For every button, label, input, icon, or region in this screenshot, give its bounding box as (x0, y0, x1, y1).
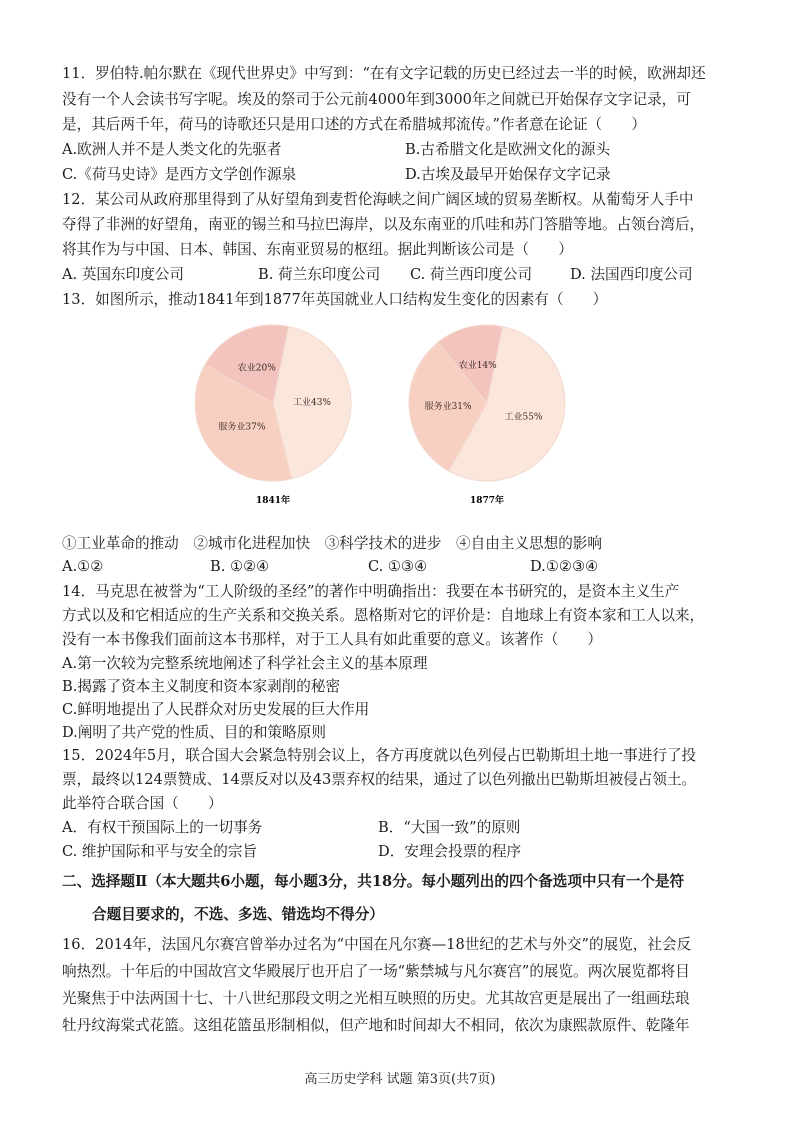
q14-option-a: A.第一次较为完整系统地阐述了科学社会主义的基本原理 (62, 655, 428, 672)
employment-pie-charts (195, 318, 615, 518)
q14-line-3: 没有一本书像我们面前这本书那样，对于工人具有如此重要的意义。该著作（ ） (62, 631, 602, 648)
section-2-heading-line-1: 二、选择题Ⅱ（本大题共6小题，每小题3分，共18分。每小题列出的四个备选项中只有一个是符 (62, 873, 685, 890)
section-2-heading-line-2: 合题目要求的，不选、多选、错选均不得分） (92, 906, 384, 923)
q12-option-a: A. 英国东印度公司 (62, 266, 184, 283)
q11-option-c: C.《荷马史诗》是西方文学创作源泉 (62, 166, 297, 183)
q12-option-b: B. 荷兰东印度公司 (258, 266, 381, 283)
pie-1841-title: 1841年 (255, 496, 291, 506)
q15-line-3: 此举符合联合国（ ） (62, 795, 223, 812)
q15-option-b: B．“大国一致”的原则 (378, 819, 521, 836)
q12-line-1: 12．某公司从政府那里得到了从好望角到麦哲伦海峡之间广阔区域的贸易垄断权。从葡萄牙人手中 (62, 191, 694, 208)
pie-1877-label-agriculture: 农业14% (458, 361, 497, 372)
q14-option-c: C.鲜明地提出了人民群众对历史发展的巨大作用 (62, 701, 370, 718)
pie-1841-label-industry: 工业43% (292, 398, 332, 409)
q12-line-3: 将其作为与中国、日本、韩国、东南亚贸易的枢纽。据此判断该公司是（ ） (62, 241, 573, 258)
q16-line-4: 牡丹纹海棠式花篮。这组花篮虽形制相似，但产地和时间却大不相同，依次为康熙款原件、乾隆年 (62, 1017, 690, 1034)
q16-line-2: 响热烈。十年后的中国故宫文华殿展厅也开启了一场“紫禁城与凡尔赛宫”的展览。两次展览都将目 (62, 963, 690, 980)
q15-option-c: C. 维护国际和平与安全的宗旨 (62, 843, 258, 860)
q14-line-1: 14．马克思在被誉为“工人阶级的圣经”的著作中明确指出：我要在本书研究的，是资本主义生产 (62, 583, 680, 600)
q15-option-a: A．有权干预国际上的一切事务 (62, 819, 263, 836)
q11-line-3: 是，其后两千年，荷马的诗歌还只是用口述的方式在希腊城邦流传。”作者意在论证（ ） (62, 116, 646, 133)
q14-line-2: 方式以及和它相适应的生产关系和交换关系。恩格斯对它的评价是：自地球上有资本家和工人以来， (62, 607, 705, 624)
q15-option-d: D．安理会投票的程序 (378, 843, 522, 860)
q12-option-d: D. 法国西印度公司 (570, 266, 693, 283)
q13-option-c: C. ①③④ (368, 558, 428, 575)
pie-1877-label-service: 服务业31% (424, 402, 472, 413)
q11-line-1: 11．罗伯特.帕尔默在《现代世界史》中写到：“在有文字记载的历史已经过去一半的时候，欧洲却还 (62, 65, 706, 82)
q16-line-3: 光聚焦于中法两国十七、十八世纪那段文明之光相互映照的历史。尤其故宫更是展出了一组画珐琅 (62, 990, 690, 1007)
q12-line-2: 夺得了非洲的好望角，南亚的锡兰和马拉巴海岸，以及东南亚的爪哇和苏门答腊等地。占领台湾后， (62, 216, 705, 233)
q15-line-1: 15．2024年5月，联合国大会紧急特别会议上，各方再度就以色列侵占巴勒斯坦土地一事进行了投 (62, 747, 697, 764)
q13-option-a: A.①② (62, 558, 104, 575)
pie-1877-label-industry: 工业55% (504, 412, 543, 423)
q16-line-1: 16．2014年，法国凡尔赛宫曾举办过名为“中国在凡尔赛—18世纪的艺术与外交”的展览，社会反 (62, 936, 692, 953)
pie-1841-label-service: 服务业37% (218, 422, 266, 433)
q11-option-d: D.古埃及最早开始保存文字记录 (405, 166, 611, 183)
q13-items: ①工业革命的推动 ②城市化进程加快 ③科学技术的进步 ④自由主义思想的影响 (62, 535, 602, 552)
q12-option-c: C. 荷兰西印度公司 (410, 266, 533, 283)
pie-1877-title: 1877年 (469, 496, 505, 506)
q13-option-d: D.①②③④ (530, 558, 599, 575)
q11-line-2: 没有一个人会读书写字呢。埃及的祭司于公元前4000年到3000年之间就已开始保存文字记录，可 (62, 91, 691, 108)
q13-line-1: 13．如图所示，推动1841年到1877年英国就业人口结构发生变化的因素有（ ） (62, 291, 608, 308)
q13-option-b: B. ①②④ (210, 558, 270, 575)
q14-option-d: D.阐明了共产党的性质、目的和策略原则 (62, 724, 326, 741)
q11-option-a: A.欧洲人并不是人类文化的先驱者 (62, 141, 282, 158)
q11-option-b: B.古希腊文化是欧洲文化的源头 (405, 141, 611, 158)
q15-line-2: 票，最终以124票赞成、14票反对以及43票弃权的结果，通过了以色列撤出巴勒斯坦被侵占领土。 (62, 771, 697, 788)
q14-option-b: B.揭露了资本主义制度和资本家剥削的秘密 (62, 678, 341, 695)
page-footer: 高三历史学科 试题 第3页(共7页) (304, 1072, 496, 1087)
pie-1841-label-agriculture: 农业20% (237, 363, 276, 374)
